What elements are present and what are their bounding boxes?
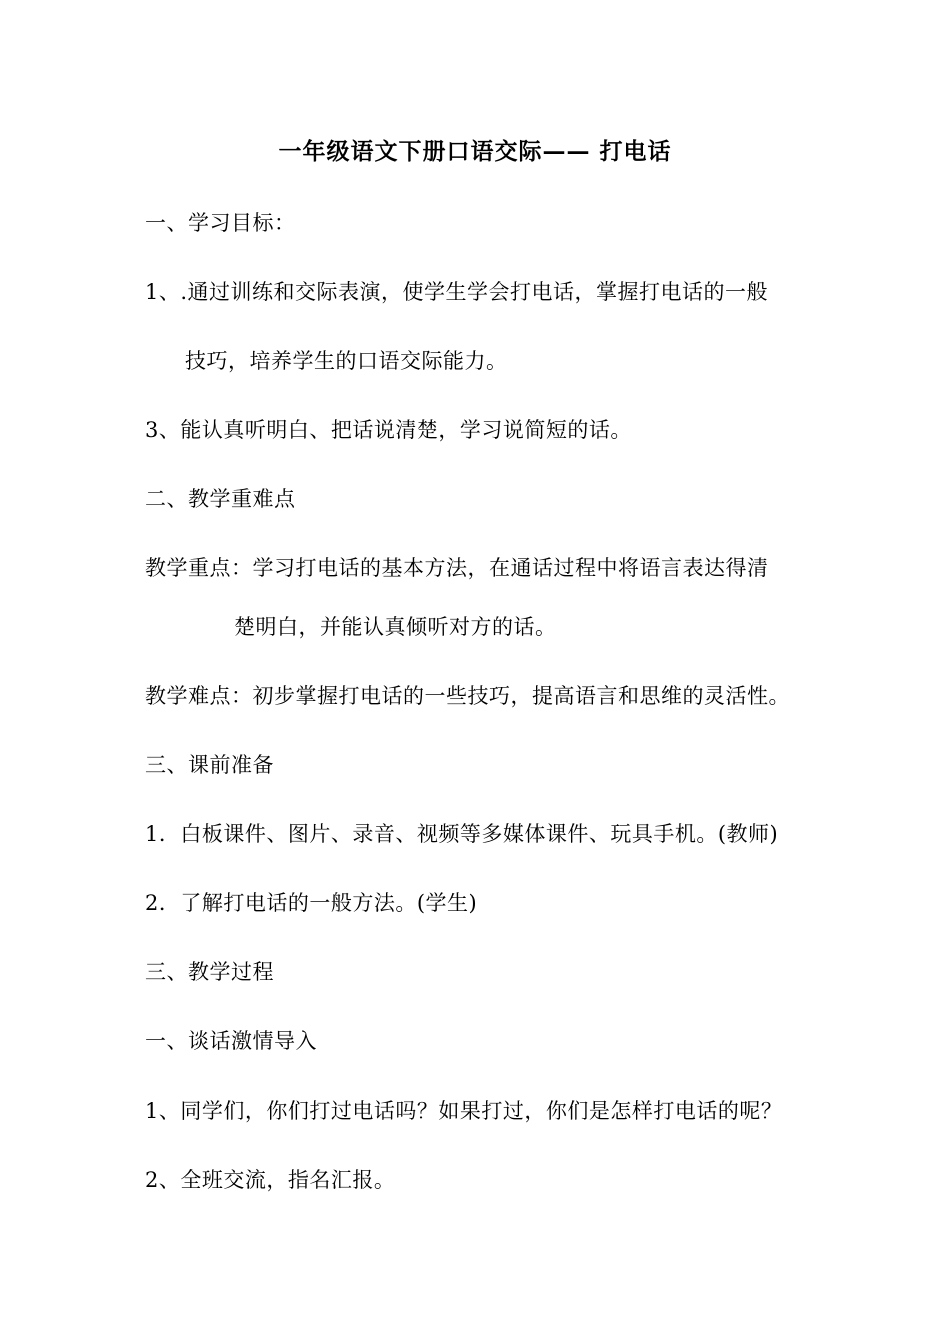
goal-item-3: 3、能认真听明白、把话说清楚，学习说简短的话。 [145,418,632,442]
preparation-item-1: 1．白板课件、图片、录音、视频等多媒体课件、玩具手机。(教师) [145,822,779,846]
subsection-heading-introduction: 一、谈话激情导入 [145,1029,317,1053]
document-title: 一年级语文下册口语交际—— 打电话 [278,138,672,165]
section-heading-learning-goals: 一、学习目标： [145,211,296,235]
key-point-text: 教学重点：学习打电话的基本方法，在通话过程中将语言表达得清 [145,556,769,580]
key-point-text-continued: 楚明白，并能认真倾听对方的话。 [234,615,557,639]
process-item-2: 2、全班交流，指名汇报。 [145,1168,396,1192]
section-heading-teaching-process: 三、教学过程 [145,960,274,984]
difficult-point-text: 教学难点：初步掌握打电话的一些技巧，提高语言和思维的灵活性。 [145,684,790,708]
goal-item-1-continued: 技巧，培养学生的口语交际能力。 [185,349,508,373]
goal-item-1: 1、.通过训练和交际表演，使学生学会打电话，掌握打电话的一般 [145,280,769,304]
section-heading-key-points: 二、教学重难点 [145,487,296,511]
section-heading-preparation: 三、课前准备 [145,753,274,777]
process-item-1: 1、同学们，你们打过电话吗？如果打过，你们是怎样打电话的呢？ [145,1099,783,1123]
preparation-item-2: 2．了解打电话的一般方法。(学生) [145,891,478,915]
